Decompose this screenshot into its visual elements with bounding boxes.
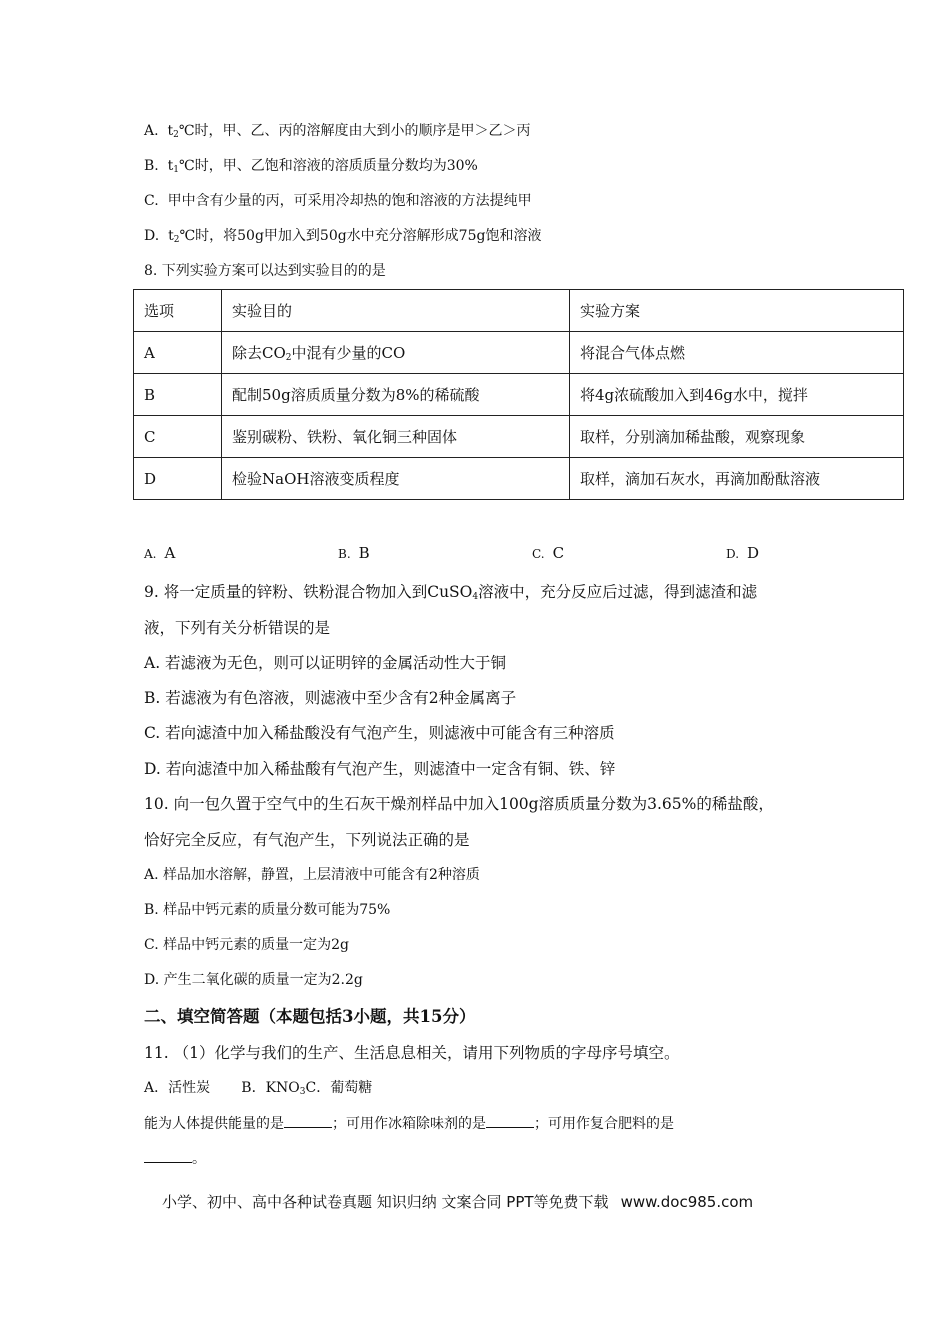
q11-blanks-line: 能为人体提供能量的是 ；可用作冰箱除味剂的是 ；可用作复合肥料的是 [144,1113,674,1133]
answer-blank[interactable] [144,1148,192,1163]
table-cell-goal: 配制50g溶质质量分数为8%的稀硫酸 [222,374,570,416]
q8-table [133,289,904,500]
footer-link[interactable]: www.doc985.com [620,1193,754,1211]
table-row [134,416,904,458]
q9-stem-line2: 液，下列有关分析错误的是 [144,619,331,637]
q8-choice-d: D. D [726,544,760,562]
footer-ad [162,1191,753,1212]
table-cell-plan: 将混合气体点燃 [570,332,904,374]
table-header-cell: 实验方案 [570,290,904,332]
q9-option-c: C. 若向滤渣中加入稀盐酸没有气泡产生，则滤液中可能含有三种溶质 [144,724,615,742]
q11-stem: 11. （1）化学与我们的生产、生活息息相关，请用下列物质的字母序号填空。 [144,1044,680,1062]
table-header-cell: 实验目的 [222,290,570,332]
table-cell-option: A [134,332,222,374]
q8-choice-a: A. A [144,544,176,562]
answer-blank[interactable] [486,1113,534,1128]
q9-stem-line1: 9. 将一定质量的锌粉、铁粉混合物加入到CuSO$_4$溶液中，充分反应后过滤，得到滤渣和滤 [144,583,758,602]
q10-stem-line1: 10. 向一包久置于空气中的生石灰干燥剂样品中加入100g溶质质量分数为3.65%的稀盐酸， [144,795,774,813]
table-cell-goal: 检验NaOH溶液变质程度 [222,458,570,500]
q9-option-b: B. 若滤液为有色溶液，则滤液中至少含有2种金属离子 [144,689,517,707]
table-cell-option: B [134,374,222,416]
q10-stem-line2: 恰好完全反应，有气泡产生，下列说法正确的是 [144,831,470,849]
q8-choice-b: B. B [338,544,370,562]
q9-option-d: D. 若向滤渣中加入稀盐酸有气泡产生，则滤渣中一定含有铜、铁、锌 [144,760,616,778]
table-row [134,374,904,416]
table-cell-goal: 除去$CO_2$中混有少量的CO [222,332,570,374]
q11-options: A．活性炭 B．$KNO_3C$．葡萄糖 [144,1080,373,1097]
table-cell-option: D [134,458,222,500]
table-header-row [134,290,904,332]
table-cell-goal: 鉴别碳粉、铁粉、氧化铜三种固体 [222,416,570,458]
q7-option-a: A. $t_2℃$时，甲、乙、丙的溶解度由大到小的顺序是甲＞乙＞丙 [144,123,531,140]
q7-option-d: D. $t_2℃$时，将50g甲加入到50g水中充分溶解形成75g饱和溶液 [144,228,542,245]
footer-text: 小学、初中、高中各种试卷真题 知识归纳 文案合同 PPT等免费下载 [162,1193,609,1211]
q7-option-b: B. $t_1℃$时，甲、乙饱和溶液的溶质质量分数均为30% [144,158,478,175]
table-header-cell: 选项 [134,290,222,332]
q11-blanks-line2: 。 [144,1148,206,1168]
table-cell-plan: 取样，滴加石灰水，再滴加酚酞溶液 [570,458,904,500]
q8-stem: 8. 下列实验方案可以达到实验目的的是 [144,263,386,279]
table-row [134,458,904,500]
section-title: 二、填空简答题（本题包括3小题，共15分） [144,1007,476,1026]
q7-option-c: C. 甲中含有少量的丙，可采用冷却热的饱和溶液的方法提纯甲 [144,193,532,209]
table-row [134,332,904,374]
q10-option-b: B. 样品中钙元素的质量分数可能为75% [144,902,391,918]
q10-option-a: A. 样品加水溶解，静置，上层清液中可能含有2种溶质 [144,867,480,883]
table-cell-plan: 取样，分别滴加稀盐酸，观察现象 [570,416,904,458]
q10-option-c: C. 样品中钙元素的质量一定为2g [144,937,349,953]
answer-blank[interactable] [284,1113,332,1128]
q10-option-d: D. 产生二氧化碳的质量一定为2.2g [144,972,363,988]
q8-choice-c: C. C [532,544,565,562]
q9-option-a: A. 若滤液为无色，则可以证明锌的金属活动性大于铜 [144,654,507,672]
table-cell-plan: 将4g浓硫酸加入到46g水中，搅拌 [570,374,904,416]
table-cell-option: C [134,416,222,458]
